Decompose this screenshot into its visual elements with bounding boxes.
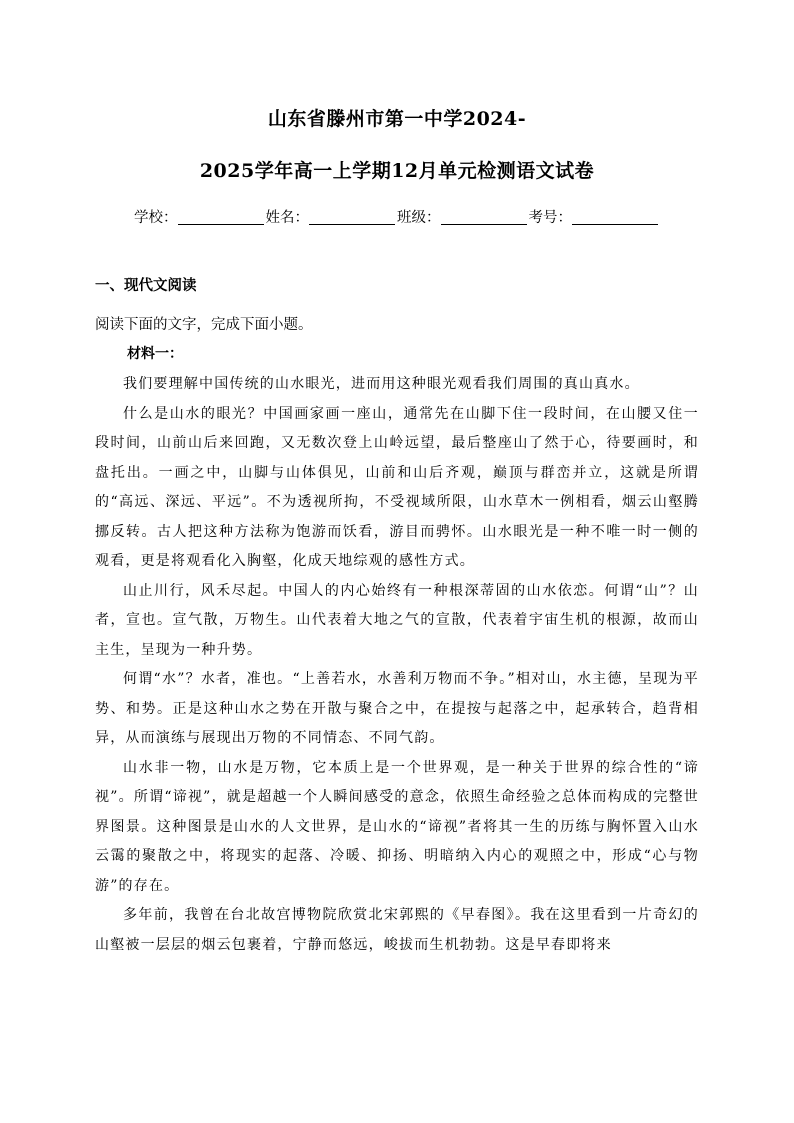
class-blank[interactable] [441,210,527,225]
class-field [397,206,529,227]
material-body [95,370,699,960]
document-title-line-2: 2025学年高一上学期12月单元检测语文试卷 [199,160,595,182]
document-title-line-1: 山东省滕州市第一中学2024- [267,108,527,130]
paragraph-6: 多年前，我曾在台北故宫博物院欣赏北宋郭熙的《早春图》。我在这里看到一片奇幻的山壑被一层层的烟云包裹着，宁静而悠远，峻拔而生机勃勃。这是早春即将来 [95,907,699,953]
name-blank[interactable] [309,210,395,225]
name-label: 姓名： [265,210,309,226]
school-field [134,206,266,227]
school-blank[interactable] [178,210,264,225]
paragraph-5: 山水非一物，山水是万物，它本质上是一个世界观，是一种关于世界的综合性的“谛视”。所谓“谛视”，就是超越一个人瞬间感受的意念，依照生命经验之总体而构成的完整世界图景。这种图景是山水的人文世界，是山水的“谛视”者将其一生的历练与胸怀置入山水云霭的聚散之中，将现实的起落、冷暖、抑扬、明暗纳入内心的观照之中，形成“心与物游”的存在。 [95,759,699,894]
reading-instruction: 阅读下面的文字，完成下面小题。 [95,317,313,333]
exam-number-blank[interactable] [572,210,658,225]
name-field [266,206,398,227]
paragraph-2: 什么是山水的眼光？中国画家画一座山，通常先在山脚下住一段时间，在山腰又住一段时间，山前山后来回跑，又无数次登上山岭远望，最后整座山了然于心，待要画时，和盘托出。一画之中，山脚与山体俱见，山前和山后齐观，巅顶与群峦并立，这就是所谓的“高远、深远、平远”。不为透视所拘，不受视域所限，山水草木一例相看，烟云山壑腾挪反转。古人把这种方法称为饱游而饫看，游目而骋怀。山水眼光是一种不唯一时一侧的观看，更是将观看化入胸壑，化成天地综观的感性方式。 [95,405,699,569]
material-label: 材料一： [127,346,183,362]
exam-number-field [529,206,661,227]
class-label: 班级： [397,210,441,226]
paragraph-4: 何谓“水”？水者，准也。“上善若水，水善利万物而不争。”相对山，水主德，呈现为平势、和势。正是这种山水之势在开散与聚合之中，在提按与起落之中，起承转合，趋背相异，从而演练与展现出万物的不同情态、不同气韵。 [95,671,699,746]
exam-number-label: 考号： [528,210,572,226]
section-heading: 一、现代文阅读 [95,278,197,294]
student-info-row [0,206,794,227]
paragraph-1: 我们要理解中国传统的山水眼光，进而用这种眼光观看我们周围的真山真水。 [123,376,640,392]
school-label: 学校： [134,210,178,226]
paragraph-3: 山止川行，风禾尽起。中国人的内心始终有一种根深蒂固的山水依恋。何谓“山”？山者，宣也。宣气散，万物生。山代表着大地之气的宣散，代表着宇宙生机的根源，故而山主生，呈现为一种升势。 [95,582,699,658]
